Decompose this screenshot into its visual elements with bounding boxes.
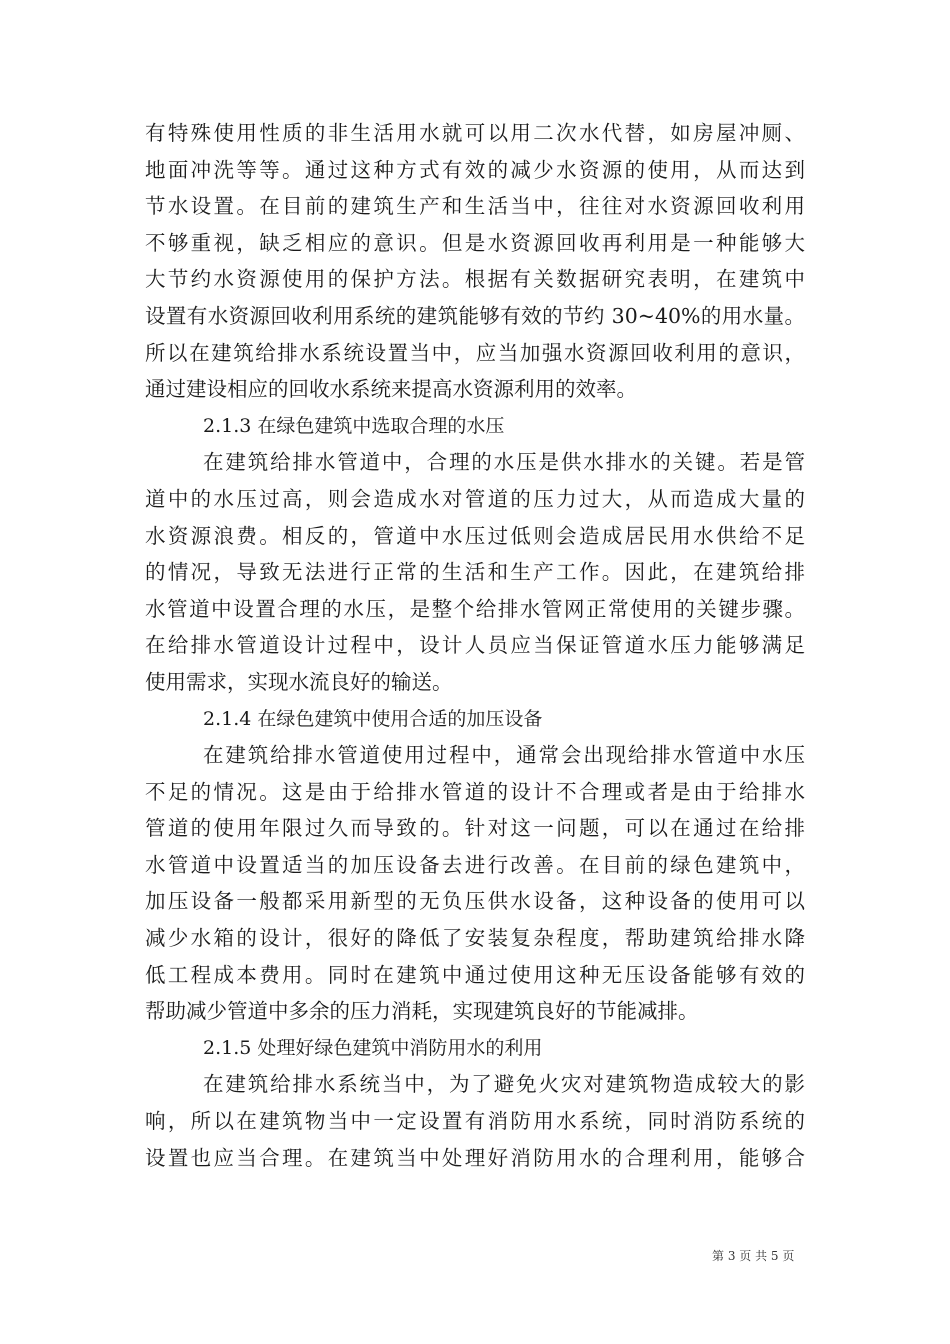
section-heading: 2.1.4 在绿色建筑中使用合适的加压设备 — [203, 707, 543, 730]
paragraph-line: 大节约水资源使用的保护方法。根据有关数据研究表明，在建筑中 — [145, 267, 805, 292]
paragraph-line: 在给排水管道设计过程中，设计人员应当保证管道水压力能够满足 — [145, 633, 805, 658]
paragraph-line: 通过建设相应的回收水系统来提高水资源利用的效率。 — [145, 377, 637, 402]
paragraph-line: 水管道中设置适当的加压设备去进行改善。在目前的绿色建筑中， — [145, 852, 805, 877]
paragraph-line: 不足的情况。这是由于给排水管道的设计不合理或者是由于给排水 — [145, 779, 805, 804]
page-number-footer: 第 3 页 共 5 页 — [712, 1249, 795, 1263]
document-body — [145, 115, 805, 1176]
paragraph-line: 道中的水压过高，则会造成水对管道的压力过大，从而造成大量的 — [145, 486, 805, 511]
paragraph-line: 有特殊使用性质的非生活用水就可以用二次水代替，如房屋冲厕、 — [145, 121, 805, 145]
paragraph-line: 设置有水资源回收利用系统的建筑能够有效的节约 30~40%的用水量。 — [145, 303, 805, 328]
paragraph-line: 水资源浪费。相反的，管道中水压过低则会造成居民用水供给不足 — [145, 523, 805, 548]
paragraph-line: 低工程成本费用。同时在建筑中通过使用这种无压设备能够有效的 — [145, 962, 805, 987]
section-heading: 2.1.3 在绿色建筑中选取合理的水压 — [203, 414, 505, 437]
paragraph-line: 不够重视，缺乏相应的意识。但是水资源回收再利用是一种能够大 — [145, 230, 805, 255]
paragraph-line: 节水设置。在目前的建筑生产和生活当中，往往对水资源回收利用 — [145, 194, 805, 219]
paragraph-line: 响，所以在建筑物当中一定设置有消防用水系统，同时消防系统的 — [145, 1109, 805, 1134]
paragraph-line: 在建筑给排水管道使用过程中，通常会出现给排水管道中水压 — [203, 743, 805, 768]
paragraph-line: 在建筑给排水系统当中，为了避免火灾对建筑物造成较大的影 — [203, 1072, 805, 1097]
paragraph-line: 使用需求，实现水流良好的输送。 — [145, 669, 453, 694]
paragraph-line: 设置也应当合理。在建筑当中处理好消防用水的合理利用，能够合 — [145, 1145, 805, 1170]
paragraph-line: 地面冲洗等等。通过这种方式有效的减少水资源的使用，从而达到 — [145, 157, 805, 182]
paragraph-line: 在建筑给排水管道中，合理的水压是供水排水的关键。若是管 — [203, 450, 805, 475]
paragraph-line: 的情况，导致无法进行正常的生活和生产工作。因此，在建筑给排 — [145, 560, 805, 585]
paragraph-line: 加压设备一般都采用新型的无负压供水设备，这种设备的使用可以 — [145, 889, 805, 914]
paragraph-line: 所以在建筑给排水系统设置当中，应当加强水资源回收利用的意识， — [145, 340, 805, 365]
paragraph-line: 减少水箱的设计，很好的降低了安装复杂程度，帮助建筑给排水降 — [145, 926, 805, 951]
paragraph-line: 管道的使用年限过久而导致的。针对这一问题，可以在通过在给排 — [145, 816, 805, 841]
paragraph-line: 水管道中设置合理的水压，是整个给排水管网正常使用的关键步骤。 — [145, 596, 805, 621]
paragraph-line: 帮助减少管道中多余的压力消耗，实现建筑良好的节能减排。 — [145, 999, 699, 1024]
section-heading: 2.1.5 处理好绿色建筑中消防用水的利用 — [203, 1036, 543, 1059]
